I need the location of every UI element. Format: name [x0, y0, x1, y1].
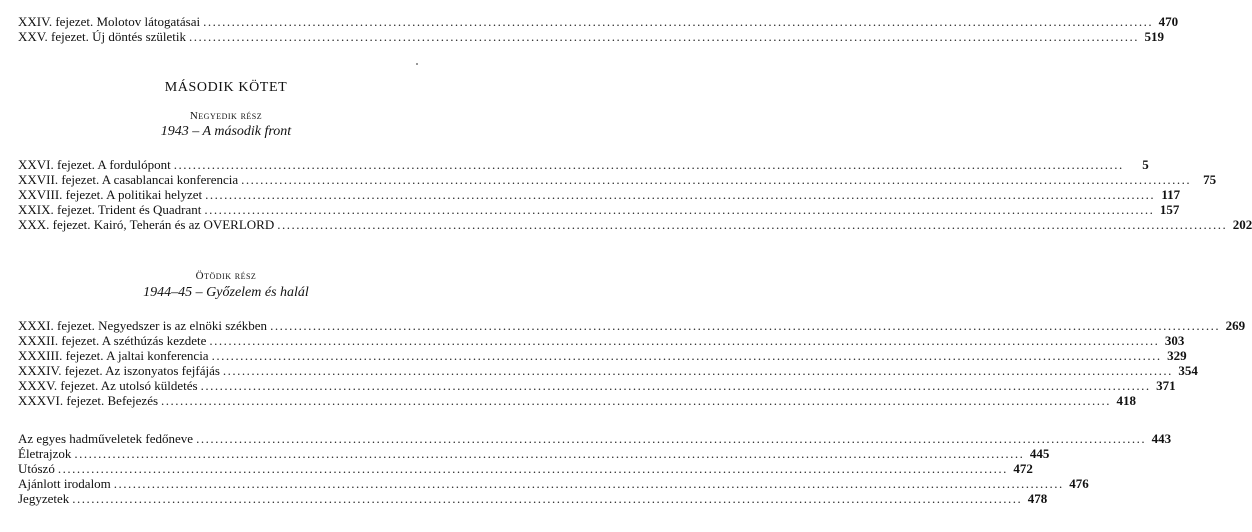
toc-entry[interactable] [18, 202, 1180, 217]
part-title: 1943 – A második front [160, 124, 292, 139]
toc-entry[interactable] [18, 393, 1137, 408]
dot-leader: ........................................................................................................................................................................................................ [74, 446, 1025, 461]
dot-leader: ........................................................................................................................................................................................................ [161, 393, 1112, 408]
entry-title: Az egyes hadműveletek fedőneve [18, 431, 194, 446]
entry-page-number: 519 [1144, 29, 1164, 44]
entry-page-number: 371 [1156, 378, 1176, 393]
entry-title: Utószó [18, 461, 55, 476]
entry-page-number: 329 [1167, 348, 1187, 363]
entry-page-number: 472 [1013, 461, 1033, 476]
part-label: Ötödik rész [195, 270, 257, 282]
entry-title: XXIV. fejezet. Molotov látogatásai [18, 14, 201, 29]
dot-leader: ........................................................................................................................................................................................................ [270, 318, 1221, 333]
entry-title: XXV. fejezet. Új döntés születik [18, 29, 186, 44]
toc-entry[interactable] [18, 363, 1198, 378]
dot-leader: ........................................................................................................................................................................................................ [241, 172, 1192, 187]
entry-page-number: 303 [1164, 333, 1185, 348]
entry-page-number: 445 [1029, 446, 1050, 461]
toc-entry[interactable] [18, 187, 1181, 202]
dot-leader: ........................................................................................................................................................................................................ [200, 378, 1151, 393]
entry-title: XXIX. fejezet. Trident és Quadrant [18, 202, 202, 217]
toc-entry[interactable] [18, 14, 1179, 29]
stray-mark [416, 63, 418, 65]
dot-leader: ........................................................................................................................................................................................................ [173, 157, 1124, 172]
dot-leader: ........................................................................................................................................................................................................ [113, 476, 1064, 491]
toc-entry[interactable] [18, 29, 1164, 44]
toc-entry[interactable] [18, 446, 1050, 461]
dot-leader: ........................................................................................................................................................................................................ [189, 29, 1139, 44]
toc-entry[interactable] [18, 378, 1176, 393]
toc-entry[interactable] [18, 157, 1149, 172]
dot-leader: ........................................................................................................................................................................................................ [205, 187, 1156, 202]
entry-page-number: 443 [1151, 431, 1172, 446]
toc-entry[interactable] [18, 217, 1252, 232]
toc-top-group [18, 14, 1179, 44]
part-label: Negyedik rész [189, 110, 263, 122]
entry-page-number: 354 [1178, 363, 1198, 378]
entry-title: XXXIV. fejezet. Az iszonyatos fejfájás [18, 363, 220, 378]
entry-title: XXVIII. fejezet. A politikai helyzet [18, 187, 203, 202]
entry-title: XXXV. fejezet. Az utolsó küldetés [18, 378, 198, 393]
dot-leader: ........................................................................................................................................................................................................ [211, 348, 1162, 363]
toc-entry[interactable] [18, 431, 1172, 446]
entry-page-number: 75 [1203, 172, 1217, 187]
dot-leader: ........................................................................................................................................................................................................ [277, 217, 1228, 232]
dot-leader: ........................................................................................................................................................................................................ [222, 363, 1173, 378]
toc-entry[interactable] [18, 461, 1033, 476]
toc-entry[interactable] [18, 491, 1048, 506]
entry-page-number: 157 [1159, 202, 1180, 217]
toc-entry[interactable] [18, 476, 1089, 491]
part-title: 1944–45 – Győzelem és halál [143, 285, 309, 300]
entry-page-number: 478 [1027, 491, 1048, 506]
dot-leader: ........................................................................................................................................................................................................ [203, 14, 1154, 29]
dot-leader: ........................................................................................................................................................................................................ [57, 461, 1008, 476]
entry-page-number: 117 [1161, 187, 1181, 202]
toc-entry[interactable] [18, 333, 1185, 348]
entry-title: Jegyzetek [18, 491, 70, 506]
entry-page-number: 269 [1225, 318, 1246, 333]
dot-leader: ........................................................................................................................................................................................................ [72, 491, 1023, 506]
toc-back-matter-group [18, 431, 1172, 506]
entry-page-number: 202 [1232, 217, 1252, 232]
toc-entry[interactable] [18, 172, 1217, 187]
toc-entry[interactable] [18, 318, 1246, 333]
entry-title: Ajánlott irodalom [18, 476, 111, 491]
entry-title: XXXIII. fejezet. A jaltai konferencia [18, 348, 209, 363]
entry-page-number: 470 [1158, 14, 1179, 29]
entry-title: XXXVI. fejezet. Befejezés [18, 393, 159, 408]
dot-leader: ........................................................................................................................................................................................................ [196, 431, 1147, 446]
dot-leader: ........................................................................................................................................................................................................ [209, 333, 1160, 348]
toc-part4-group [18, 157, 1252, 232]
entry-page-number: 5 [1142, 157, 1149, 172]
entry-title: XXVI. fejezet. A fordulópont [18, 157, 171, 172]
toc-entry[interactable] [18, 348, 1187, 363]
entry-title: XXXII. fejezet. A széthúzás kezdete [18, 333, 207, 348]
entry-title: Életrajzok [18, 446, 72, 461]
dot-leader: ........................................................................................................................................................................................................ [204, 202, 1155, 217]
volume-title: MÁSODIK KÖTET [164, 80, 288, 95]
entry-title: XXX. fejezet. Kairó, Teherán és az OVERLORD [18, 217, 275, 232]
entry-title: XXVII. fejezet. A casablancai konferencia [18, 172, 239, 187]
entry-title: XXXI. fejezet. Negyedszer is az elnöki székben [18, 318, 268, 333]
entry-page-number: 418 [1116, 393, 1137, 408]
toc-part5-group [18, 318, 1246, 408]
entry-page-number: 476 [1069, 476, 1089, 491]
